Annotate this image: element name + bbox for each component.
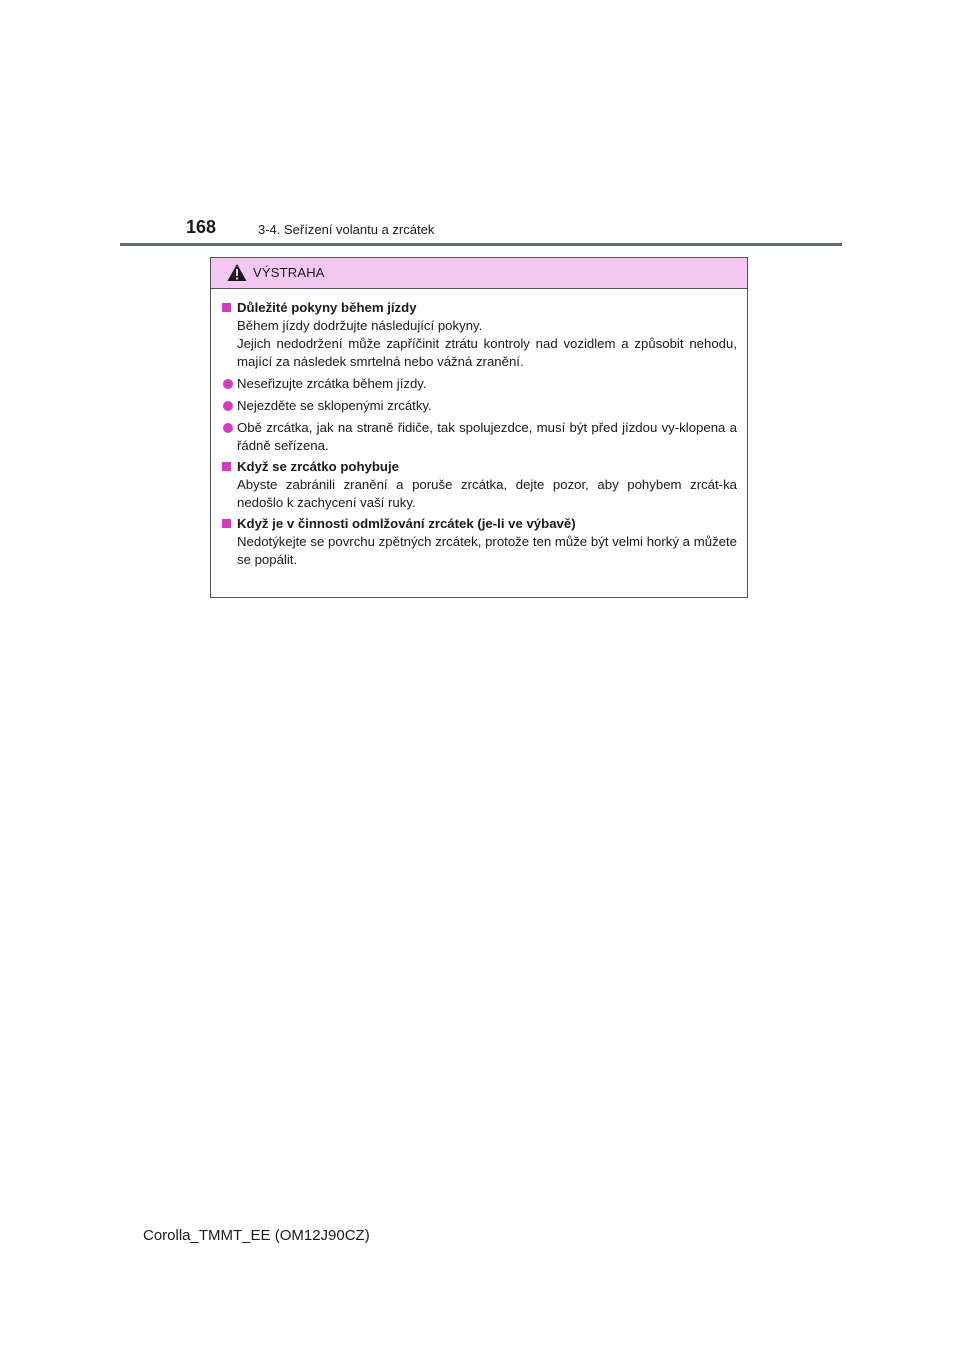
item-heading (221, 515, 737, 533)
header-divider (120, 243, 842, 246)
item-paragraph: Během jízdy dodržujte následující pokyny. (237, 318, 483, 333)
round-bullet-icon (223, 379, 233, 389)
warning-body (211, 289, 747, 569)
list-item (223, 419, 737, 455)
item-paragraph: Abyste zabránili zranění a poruše zrcátka, dejte pozor, aby pohybem zrcát-ka nedošlo k zachycení vaší ruky. (237, 477, 737, 510)
item-heading-text: Když je v činnosti odmlžování zrcátek (je-li ve výbavě) (237, 516, 576, 531)
warning-item-defogger (221, 515, 737, 569)
item-heading-text: Když se zrcátko pohybuje (237, 459, 399, 474)
warning-item-mirror-moving (221, 458, 737, 512)
list-item (223, 375, 737, 393)
page-header (120, 214, 842, 246)
square-bullet-icon (222, 303, 231, 312)
warning-triangle-icon (227, 263, 247, 282)
item-paragraph: Jejich nedodržení může zapříčinit ztrátu kontroly nad vozidlem a způsobit nehodu, mající za následek smrtelná nebo vážná zranění. (237, 336, 737, 369)
list-item-text: Neseřizujte zrcátka během jízdy. (237, 376, 427, 391)
item-heading-text: Důležité pokyny během jízdy (237, 300, 417, 315)
item-heading (221, 299, 737, 317)
round-bullet-icon (223, 401, 233, 411)
item-paragraph: Nedotýkejte se povrchu zpětných zrcátek, protože ten může být velmi horký a můžete se popálit. (237, 534, 737, 567)
square-bullet-icon (222, 462, 231, 471)
warning-header (211, 258, 747, 289)
list-item-text: Obě zrcátka, jak na straně řidiče, tak spolujezdce, musí být před jízdou vy-klopena a řádně seřízena. (237, 420, 737, 453)
round-bullet-icon (223, 423, 233, 433)
section-title: 3-4. Seřízení volantu a zrcátek (258, 222, 435, 237)
footer-model: Corolla_TMMT_EE (OM12J90CZ) (143, 1227, 370, 1244)
warning-item-driving (221, 299, 737, 455)
square-bullet-icon (222, 519, 231, 528)
warning-title: VÝSTRAHA (253, 265, 325, 280)
list-item (223, 397, 737, 415)
warning-box (210, 257, 748, 598)
item-heading (221, 458, 737, 476)
list-item-text: Nejezděte se sklopenými zrcátky. (237, 398, 432, 413)
page-number: 168 (186, 217, 217, 237)
